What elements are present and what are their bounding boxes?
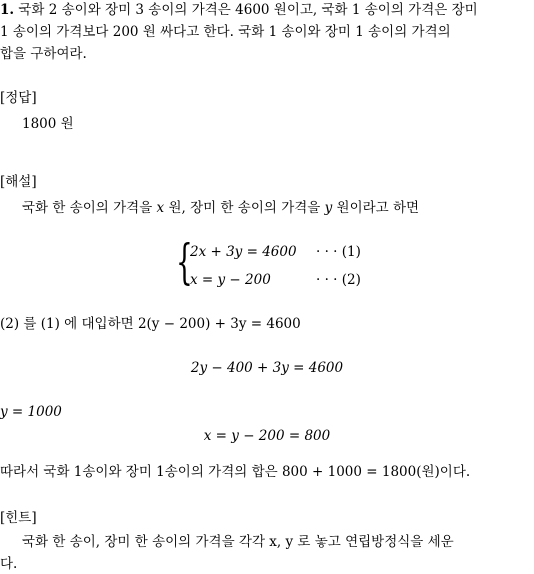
variable-x: x — [156, 200, 165, 216]
equation-3: 2y − 400 + 3y = 4600 — [190, 360, 344, 376]
solution-intro-b: 원, 장미 한 송이의 가격을 — [164, 200, 325, 216]
hint-line-2: 다. — [0, 556, 18, 572]
equation-4: x = y − 200 = 800 — [203, 428, 331, 444]
equation-system — [176, 236, 376, 296]
solution-intro-c: 원이라고 하면 — [332, 200, 420, 216]
problem-line-3: 합을 구하여라. — [0, 46, 87, 62]
equation-1: 2x + 3y = 4600 — [190, 244, 297, 260]
equation-1-tag: · · · (1) — [316, 244, 361, 260]
equation-2: x = y − 200 — [190, 272, 271, 288]
left-brace: { — [176, 234, 193, 290]
problem-line-1 — [0, 0, 478, 20]
answer-label: [정답] — [0, 90, 37, 106]
answer-value: 1800 원 — [22, 116, 74, 132]
solution-intro-a: 국화 한 송이의 가격을 — [22, 200, 157, 216]
problem-number: 1. — [0, 2, 15, 18]
solution-intro — [22, 198, 419, 218]
substitution-line: (2) 를 (1) 에 대입하면 2(y − 200) + 3y = 4600 — [0, 316, 301, 332]
variable-y: y — [324, 200, 333, 216]
hint-line-1: 국화 한 송이, 장미 한 송이의 가격을 각각 x, y 로 놓고 연립방정식을 세운 — [22, 534, 454, 550]
problem-text-1: 국화 2 송이와 장미 3 송이의 가격은 4600 원이고, 국화 1 송이의 가격은 장미 — [18, 2, 478, 18]
y-result: y = 1000 — [0, 404, 62, 420]
problem-line-2: 1 송이의 가격보다 200 원 싸다고 한다. 국화 1 송이와 장미 1 송이의 가격의 — [0, 24, 451, 40]
solution-label: [해설] — [0, 174, 37, 190]
conclusion-line: 따라서 국화 1송이와 장미 1송이의 가격의 합은 800 + 1000 = 1800(원)이다. — [0, 464, 471, 480]
equation-2-tag: · · · (2) — [316, 272, 361, 288]
hint-label: [힌트] — [0, 510, 37, 526]
